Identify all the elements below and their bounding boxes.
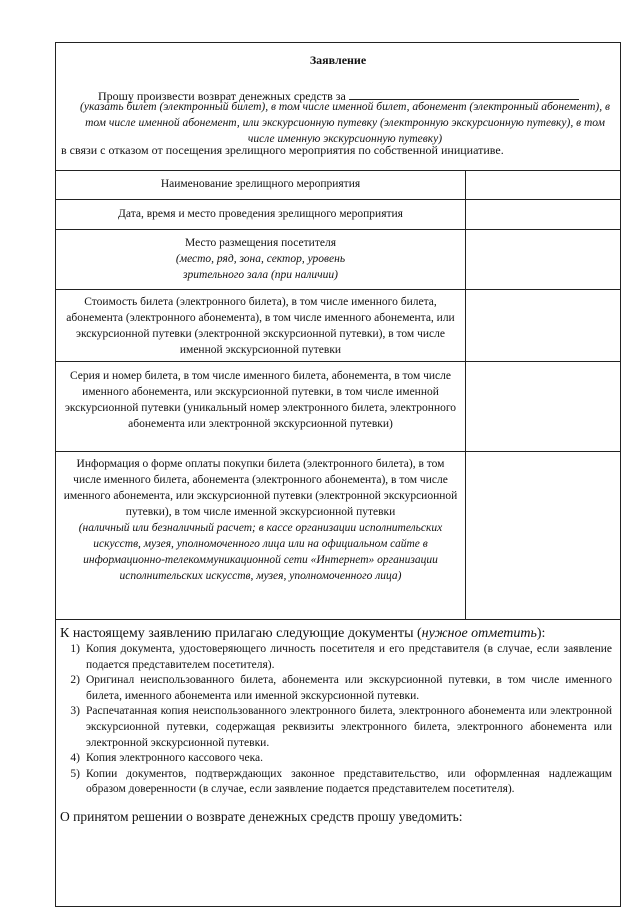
list-item-text: Копии документов, подтверждающих законное представительство, или оформленная надлежащим образом доверенности (в случае, если заявление подается представителем посетителя). bbox=[86, 767, 612, 796]
event-name-field[interactable] bbox=[466, 171, 620, 199]
list-item-text: Копия электронного кассового чека. bbox=[86, 752, 264, 765]
row-datetime-place bbox=[56, 199, 620, 229]
cost-label: Стоимость билета (электронного билета), в том числе именного билета, абонемента (электронного абонемента), в том числе именного абонемента, или экскурсионной путевки (электронной экскурсионной путевки), в том числе именной экскурсионной путевки bbox=[56, 290, 466, 361]
row-cost bbox=[56, 289, 620, 361]
list-item-number: 4) bbox=[70, 752, 80, 765]
seat-hint: (место, ряд, зона, сектор, уровень зрительного зала (при наличии) bbox=[175, 253, 346, 281]
list-item[interactable] bbox=[62, 642, 612, 673]
form-header bbox=[56, 43, 620, 170]
notify-line: О принятом решении о возврате денежных средств прошу уведомить: bbox=[60, 809, 463, 824]
list-item-number: 5) bbox=[70, 767, 80, 780]
documents-heading-end: ): bbox=[536, 626, 546, 641]
payment-field[interactable] bbox=[466, 452, 620, 619]
form-title: Заявление bbox=[309, 53, 367, 67]
payment-hint: (наличный или безналичный расчет; в кассе организации исполнительских искусств, музея, уполномоченного лица или на официальном сайте в информационно-телекоммуникационной сети «Интернет» организации исполнительских искусств, музея, уполномоченного лица) bbox=[78, 522, 443, 582]
list-item-number: 3) bbox=[70, 705, 80, 718]
request-text: Прошу произвести возврат денежных средств за bbox=[98, 89, 346, 103]
serial-field[interactable] bbox=[466, 362, 620, 451]
payment-label: Информация о форме оплаты покупки билета (электронного билета), в том числе именного билета, абонемента (электронного абонемента), в том числе именного абонемента, или экскурсионной путевки (электронной экскурсионной путевки), в том числе именной экскурсионной путевки bbox=[63, 458, 458, 518]
row-event-name bbox=[56, 170, 620, 199]
documents-heading bbox=[60, 626, 545, 642]
event-name-label: Наименование зрелищного мероприятия bbox=[56, 171, 466, 199]
list-item-text: Копия документа, удостоверяющего личность посетителя и его представителя (в случае, если заявление подается представителем посетителя). bbox=[86, 643, 612, 671]
seat-field[interactable] bbox=[466, 230, 620, 289]
row-payment bbox=[56, 451, 620, 619]
documents-heading-hint: нужное отметить bbox=[421, 626, 537, 641]
ticket-instruction: (указать билет (электронный билет), в том числе именной билет, абонемент (электронный абонемент), в том числе именной абонемент, или экскурсионную путевку (электронную экскурсионную путевку), в том числе именную экскурсионную путевку) bbox=[80, 101, 610, 145]
attached-documents-section bbox=[56, 619, 620, 824]
row-seat bbox=[56, 229, 620, 289]
list-item-number: 2) bbox=[70, 674, 80, 687]
list-item-number: 1) bbox=[70, 643, 80, 655]
documents-list bbox=[62, 642, 612, 798]
row-serial bbox=[56, 361, 620, 451]
list-item[interactable] bbox=[62, 751, 612, 767]
payment-label-cell bbox=[56, 452, 466, 619]
list-item[interactable] bbox=[62, 673, 612, 704]
datetime-place-field[interactable] bbox=[466, 200, 620, 229]
list-item[interactable] bbox=[62, 767, 612, 798]
cost-field[interactable] bbox=[466, 290, 620, 361]
serial-label: Серия и номер билета, в том числе именного билета, абонемента, в том числе именного абонемента, или экскурсионной путевки, в том числе именной экскурсионной путевки (уникальный номер электронного билета, электронного абонемента или электронной экскурсионной путевки) bbox=[56, 362, 466, 451]
documents-heading-text: К настоящему заявлению прилагаю следующие документы ( bbox=[60, 626, 422, 641]
refund-reason: в связи с отказом от посещения зрелищного мероприятия по собственной инициативе. bbox=[61, 143, 504, 157]
datetime-place-label: Дата, время и место проведения зрелищного мероприятия bbox=[56, 200, 466, 229]
list-item-text: Распечатанная копия неиспользованного электронного билета, электронного абонемента или электронной экскурсионной путевки, содержащая реквизиты электронного билета, электронного абонемента или электронной экскурсионной путевки. bbox=[86, 705, 612, 749]
seat-label: Место размещения посетителя bbox=[185, 237, 336, 249]
list-item[interactable] bbox=[62, 704, 612, 751]
application-form bbox=[55, 42, 621, 907]
seat-label-cell bbox=[56, 230, 466, 289]
list-item-text: Оригинал неиспользованного билета, абонемента или экскурсионной путевки, в том числе именного билета, именного абонемента или именной экскурсионной путевки. bbox=[86, 674, 612, 702]
